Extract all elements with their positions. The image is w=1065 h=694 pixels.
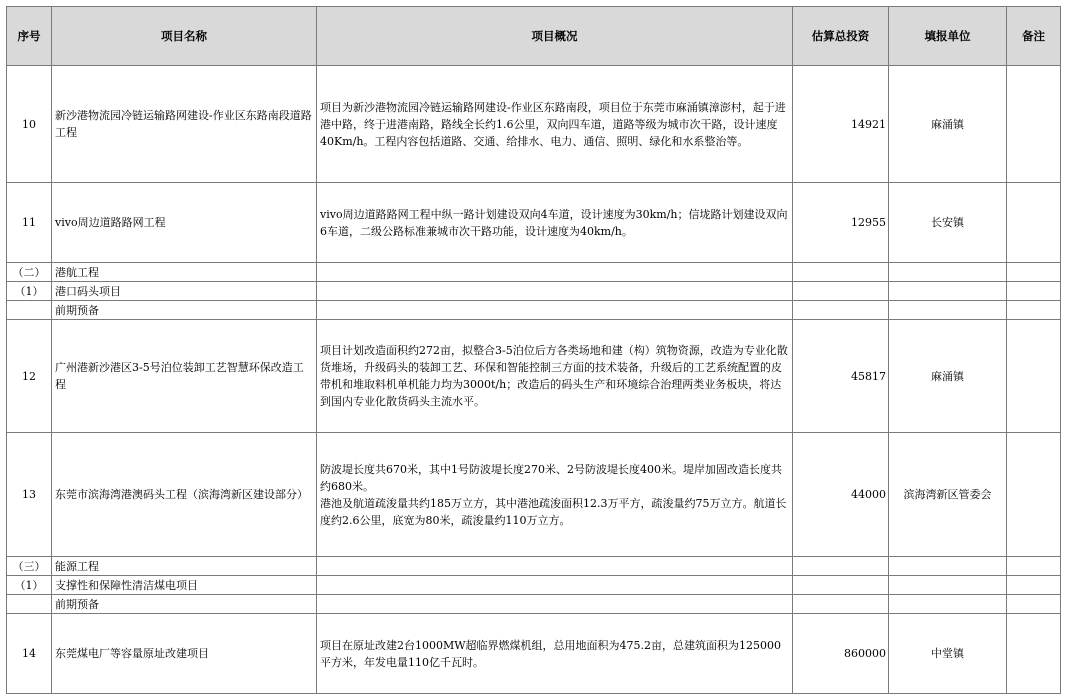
cell-investment (793, 301, 889, 320)
cell-unit: 麻涌镇 (889, 66, 1007, 183)
cell-unit: 滨海湾新区管委会 (889, 433, 1007, 557)
header-unit: 填报单位 (889, 7, 1007, 66)
cell-investment (793, 595, 889, 614)
cell-remark (1007, 433, 1061, 557)
cell-remark (1007, 614, 1061, 694)
table-row (7, 320, 1061, 433)
cell-investment (793, 557, 889, 576)
cell-investment (793, 282, 889, 301)
cell-remark (1007, 320, 1061, 433)
cell-overview (317, 433, 793, 557)
cell-name: 东莞市滨海湾港澳码头工程（滨海湾新区建设部分） (52, 433, 317, 557)
overview-text: 项目为新沙港物流园冷链运输路网建设-作业区东路南段，项目位于东莞市麻涌镇漳澎村，起于进港中路，终于进港南路，路线全长约1.6公里，双向四车道，道路等级为城市次干路，设计速度40Km/h。工程内容包括道路、交通、给排水、电力、通信、照明、绿化和水系整治等。 (320, 100, 786, 148)
cell-unit (889, 595, 1007, 614)
header-investment: 估算总投资 (793, 7, 889, 66)
header-remark: 备注 (1007, 7, 1061, 66)
cell-unit (889, 282, 1007, 301)
project-table (6, 6, 1061, 694)
table-row (7, 614, 1061, 694)
cell-unit (889, 576, 1007, 595)
cell-seq: （1） (7, 282, 52, 301)
cell-name: 前期预备 (52, 301, 317, 320)
cell-overview (317, 183, 793, 263)
overview-text: 港池及航道疏浚量共约185万立方，其中港池疏浚面积12.3万平方，疏浚量约75万立方。航道长度约2.6公里，底宽为80米，疏浚量约110万立方。 (320, 496, 787, 527)
cell-unit: 麻涌镇 (889, 320, 1007, 433)
cell-overview (317, 301, 793, 320)
cell-overview (317, 282, 793, 301)
cell-name: 支撑性和保障性清洁煤电项目 (52, 576, 317, 595)
cell-unit (889, 263, 1007, 282)
cell-investment: 860000 (793, 614, 889, 694)
cell-seq (7, 595, 52, 614)
table-row (7, 576, 1061, 595)
table-row (7, 557, 1061, 576)
cell-investment: 14921 (793, 66, 889, 183)
cell-overview (317, 614, 793, 694)
header-seq: 序号 (7, 7, 52, 66)
cell-name: 港口码头项目 (52, 282, 317, 301)
cell-name: 前期预备 (52, 595, 317, 614)
cell-seq (7, 301, 52, 320)
cell-remark (1007, 183, 1061, 263)
cell-overview (317, 595, 793, 614)
cell-seq: 13 (7, 433, 52, 557)
cell-seq: 12 (7, 320, 52, 433)
cell-unit (889, 557, 1007, 576)
cell-seq: 11 (7, 183, 52, 263)
overview-text: vivo周边道路路网工程中纵一路计划建设双向4车道，设计速度为30km/h；信垅路计划建设双向6车道，二级公路标准兼城市次干路功能，设计速度为40km/h。 (320, 207, 788, 238)
cell-seq: 10 (7, 66, 52, 183)
table-header-row (7, 7, 1061, 66)
header-overview: 项目概况 (317, 7, 793, 66)
cell-investment: 12955 (793, 183, 889, 263)
cell-overview (317, 557, 793, 576)
cell-remark (1007, 557, 1061, 576)
cell-investment (793, 576, 889, 595)
cell-remark (1007, 66, 1061, 183)
cell-name: 能源工程 (52, 557, 317, 576)
overview-text: 防波堤长度共670米，其中1号防波堤长度270米、2号防波堤长度400米。堤岸加固改造长度共约680米。 (320, 462, 782, 493)
cell-investment: 44000 (793, 433, 889, 557)
cell-remark (1007, 301, 1061, 320)
cell-investment (793, 263, 889, 282)
overview-text: 项目计划改造面积约272亩，拟整合3-5泊位后方各类场地和建（构）筑物资源，改造为专业化散货堆场，升级码头的装卸工艺、环保和智能控制三方面的技术装备，升级后的工艺系统配置的皮带机和堆取料机单机能力均为3000t/h；改造后的码头生产和环境综合治理两类业务板块，将达到国内专业化散货码头主流水平。 (320, 344, 788, 408)
cell-unit: 中堂镇 (889, 614, 1007, 694)
cell-name: 广州港新沙港区3-5号泊位装卸工艺智慧环保改造工程 (52, 320, 317, 433)
cell-investment: 45817 (793, 320, 889, 433)
cell-name: 东莞煤电厂等容量原址改建项目 (52, 614, 317, 694)
cell-remark (1007, 263, 1061, 282)
table-row (7, 595, 1061, 614)
cell-unit (889, 301, 1007, 320)
table-row (7, 263, 1061, 282)
cell-overview (317, 263, 793, 282)
header-name: 项目名称 (52, 7, 317, 66)
cell-overview (317, 576, 793, 595)
cell-name: vivo周边道路路网工程 (52, 183, 317, 263)
table-row (7, 301, 1061, 320)
overview-text: 项目在原址改建2台1000MW超临界燃煤机组，总用地面积为475.2亩，总建筑面积为125000平方米，年发电量110亿千瓦时。 (320, 638, 782, 669)
cell-remark (1007, 595, 1061, 614)
cell-remark (1007, 282, 1061, 301)
cell-remark (1007, 576, 1061, 595)
cell-seq: （三） (7, 557, 52, 576)
table-row (7, 282, 1061, 301)
cell-name: 新沙港物流园冷链运输路网建设-作业区东路南段道路工程 (52, 66, 317, 183)
table-row (7, 183, 1061, 263)
cell-seq: 14 (7, 614, 52, 694)
cell-seq: （二） (7, 263, 52, 282)
cell-seq: （1） (7, 576, 52, 595)
table-row (7, 433, 1061, 557)
cell-unit: 长安镇 (889, 183, 1007, 263)
cell-overview (317, 66, 793, 183)
cell-overview (317, 320, 793, 433)
table-row (7, 66, 1061, 183)
cell-name: 港航工程 (52, 263, 317, 282)
